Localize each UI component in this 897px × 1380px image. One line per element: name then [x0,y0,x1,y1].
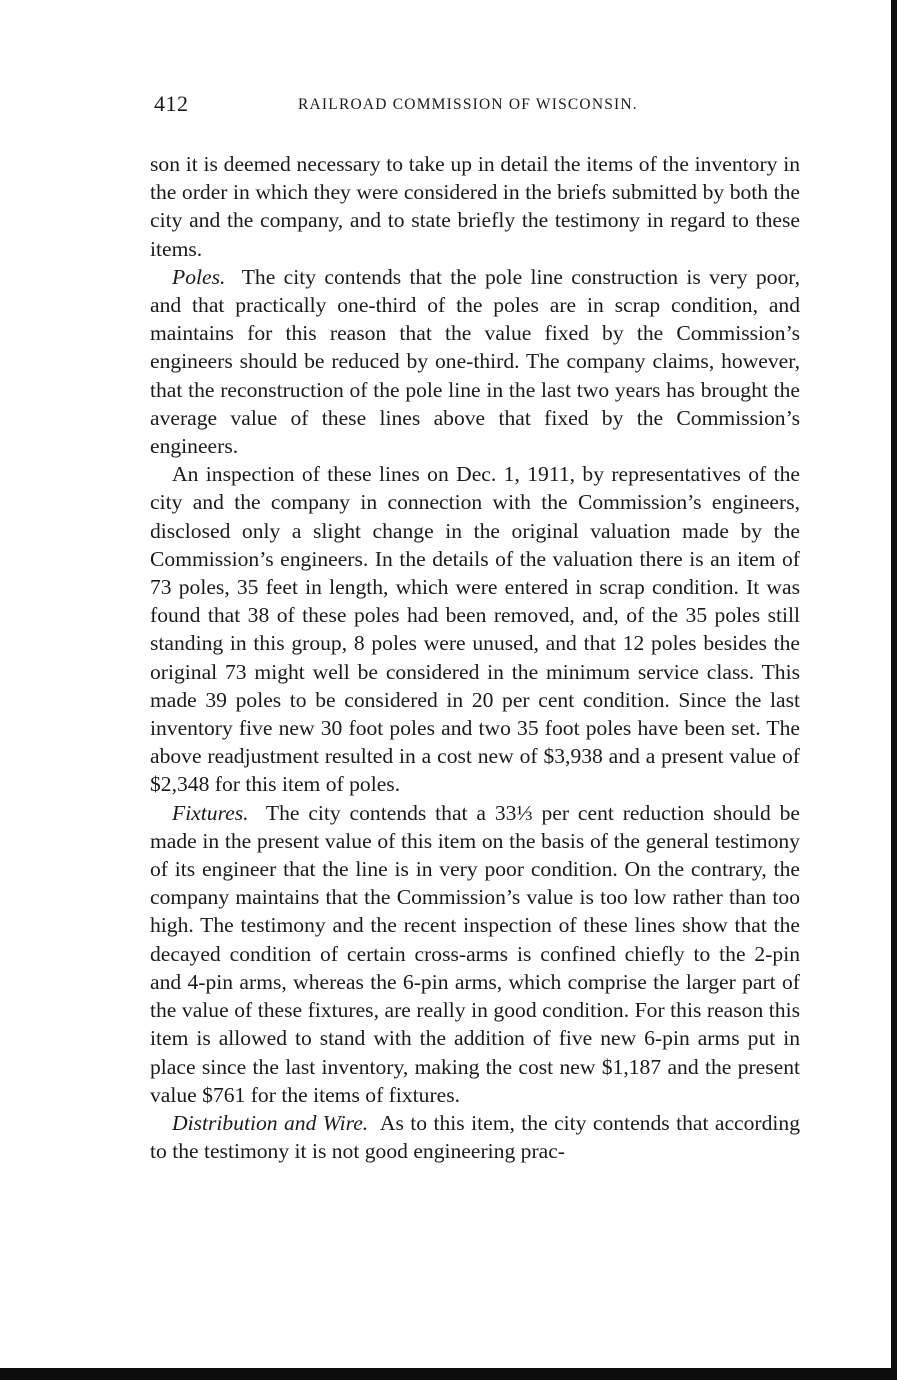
header-title: RAILROAD COMMISSION OF WISCONSIN. [298,96,638,113]
page-number: 412 [154,91,189,116]
paragraph-fixtures [150,799,800,1109]
scan-right-edge [891,0,897,1380]
paragraph-poles [150,263,800,460]
poles-text: The city contends that the pole line construction is very poor, and that practically one-third of the poles are in scrap condition, and maintains for this reason that the value fixed by the Commission’s engineers should be reduced by one-third. The company claims, however, that the reconstruction of the pole line in the last two years has brought the average value of these lines above that fixed by the Commission’s engineers. [150,264,800,459]
paragraph-distribution [150,1109,800,1165]
scan-bottom-edge [0,1368,897,1380]
body-text [150,150,800,1165]
poles-heading: Poles. [172,264,226,289]
distribution-text: As to this item, the city contends that according to the testimony it is not good engineering prac- [150,1110,801,1164]
distribution-heading: Distribution and Wire. [172,1110,369,1135]
paragraph-inspection: An inspection of these lines on Dec. 1, 1911, by representatives of the city and the company in connection with the Commission’s engineers, disclosed only a slight change in the original valuation made by the Commission’s engineers. In the details of the valuation there is an item of 73 poles, 35 feet in length, which were entered in scrap condition. It was found that 38 of these poles had been removed, and, of the 35 poles still standing in this group, 8 poles were unused, and that 12 poles besides the original 73 might well be considered in the minimum service class. This made 39 poles to be considered in 20 per cent condition. Since the last inventory five new 30 foot poles and two 35 foot poles have been set. The above readjustment resulted in a cost new of $3,938 and a present value of $2,348 for this item of poles. [150,462,800,797]
fixtures-text: The city contends that a 33⅓ per cent reduction should be made in the present value of this item on the basis of the general testimony of its engineer that the line is in very poor condition. On the contrary, the company maintains that the Commission’s value is too low rather than too high. The testimony and the recent inspection of these lines show that the decayed condition of certain cross-arms is confined chiefly to the 2-pin and 4-pin arms, whereas the 6-pin arms, which comprise the larger part of the value of these fixtures, are really in good condition. For this reason this item is allowed to stand with the addition of five new 6-pin arms put in place since the last inventory, making the cost new $1,187 and the present value $761 for the items of fixtures. [150,800,800,1107]
paragraph-intro: son it is deemed necessary to take up in detail the items of the inventory in the order in which they were considered in the briefs submitted by both the city and the company, and to state briefly the testimony in regard to these items. [150,152,800,261]
fixtures-heading: Fixtures. [172,800,249,825]
running-head [150,91,800,121]
